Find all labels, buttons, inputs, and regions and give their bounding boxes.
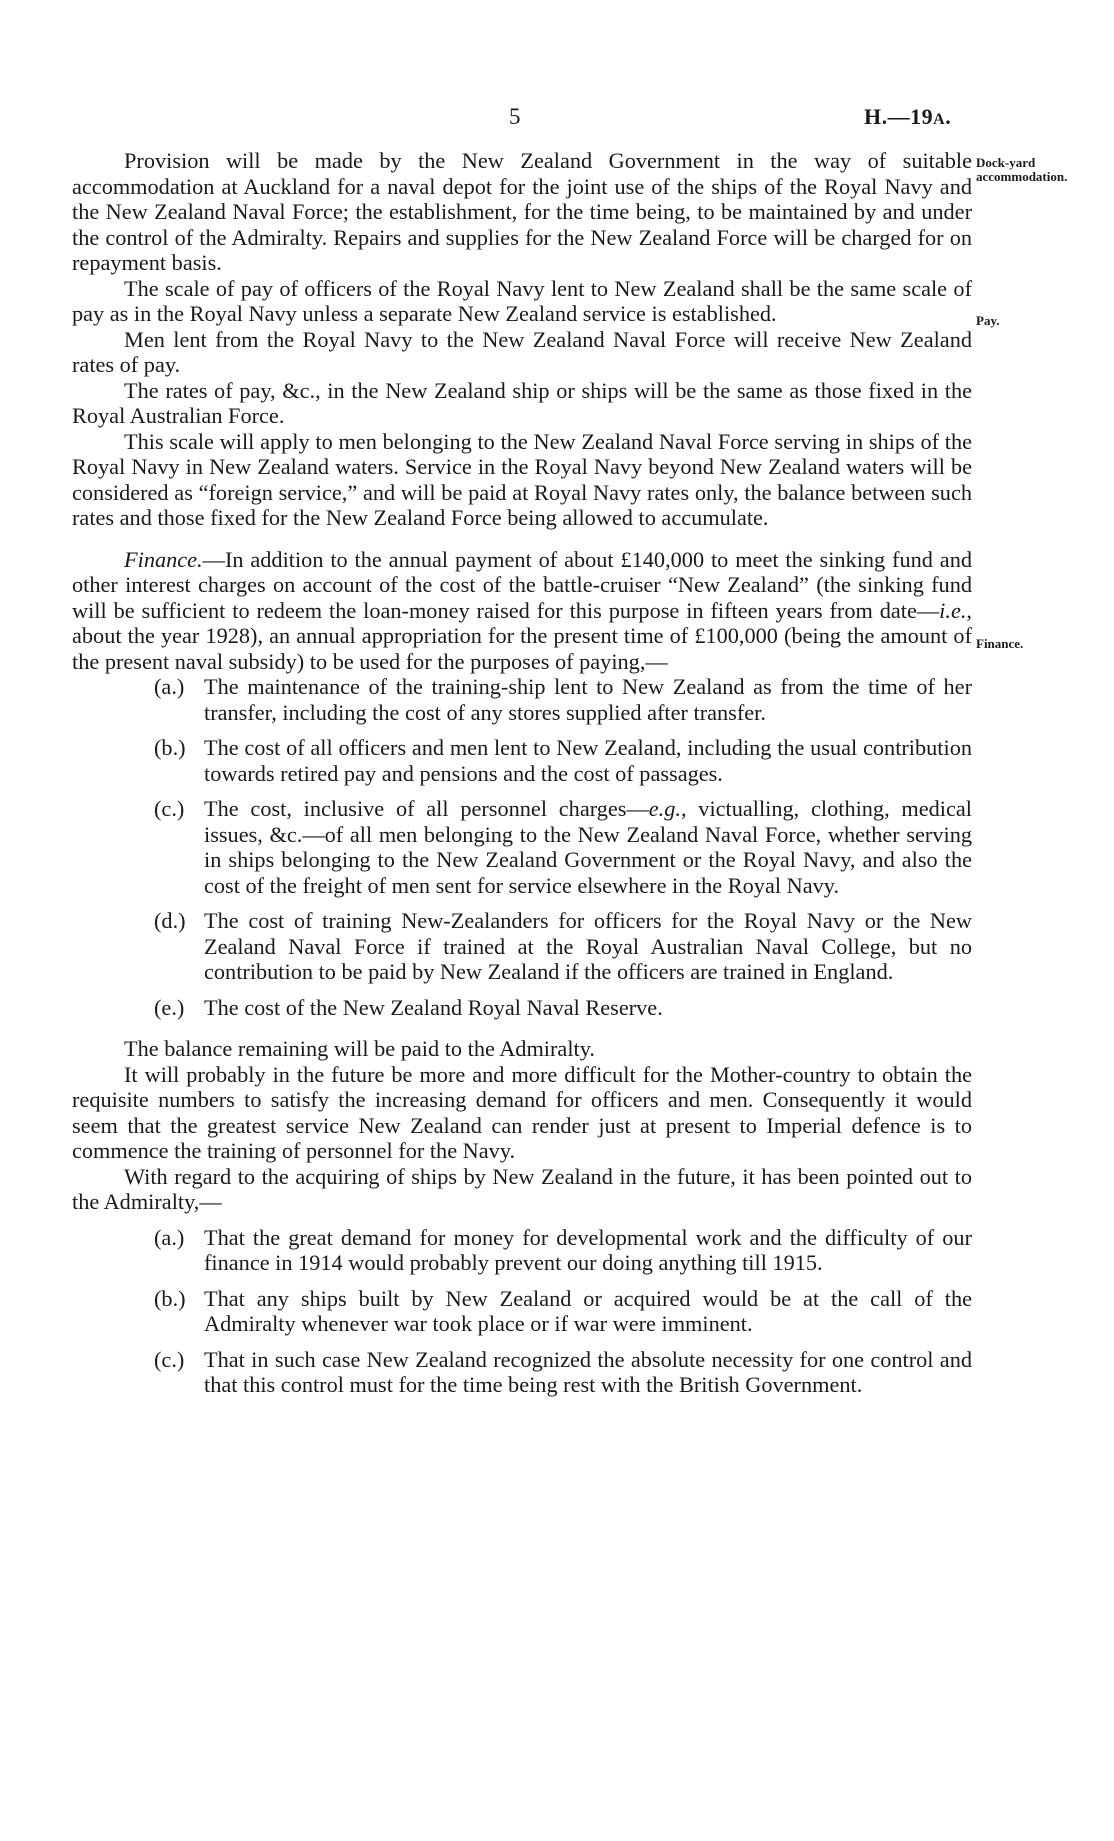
paragraph-balance: The balance remaining will be paid to the Admiralty. xyxy=(124,1036,595,1061)
admiralty-item-b xyxy=(72,1286,972,1337)
finance-item-c xyxy=(72,796,972,898)
item-label: (b.) xyxy=(154,735,186,760)
paragraph-regard: With regard to the acquiring of ships by New Zealand in the future, it has been pointed out to the Admiralty,— xyxy=(72,1163,972,1214)
item-text: The cost of all officers and men lent to New Zealand, including the usual contribution towards retired pay and pensions and the cost of passages. xyxy=(204,735,972,786)
doc-ref-end: . xyxy=(945,104,952,129)
finance-item-d xyxy=(72,908,972,985)
finance-item-a xyxy=(72,674,972,725)
margin-note-dockyard xyxy=(976,156,1067,184)
item-text: That the great demand for money for developmental work and the difficulty of our finance in 1914 would probably prevent our doing anything till 1915. xyxy=(204,1224,972,1275)
paragraph-pay-scale: The scale of pay of officers of the Royal Navy lent to New Zealand shall be the same scale of pay as in the Royal Navy unless a separate New Zealand service is established. xyxy=(72,275,972,326)
margin-note-dockyard-line1: Dock-yard xyxy=(976,155,1036,170)
item-label: (b.) xyxy=(154,1285,186,1311)
item-text: The maintenance of the training-ship lent to New Zealand as from the time of her transfer, including the cost of any stores supplied after transfer. xyxy=(204,674,972,725)
paragraph-rates: The rates of pay, &c., in the New Zealand ship or ships will be the same as those fixed in the Royal Australian Force. xyxy=(72,377,972,428)
doc-ref-main: H.—19 xyxy=(864,104,934,129)
admiralty-item-c xyxy=(72,1347,972,1398)
page-number: 5 xyxy=(509,104,521,129)
finance-tail: , about the year 1928), an annual appropriation for the present time of £100,000 (being the amount of the present naval subsidy) to be used for the purposes of paying,— xyxy=(72,597,972,674)
item-label: (a.) xyxy=(154,674,185,699)
finance-body: —In addition to the annual payment of about £140,000 to meet the sinking fund and other interest charges on account of the cost of the battle-cruiser “New Zealand” (the sinking fund will be sufficient to redeem the loan-money raised for this purpose in fifteen years from date— xyxy=(72,546,972,623)
paragraph-future: It will probably in the future be more and more difficult for the Mother-country to obtain the requisite numbers to satisfy the increasing demand for officers and men. Consequently it would seem that the greatest service New Zealand can render just at present to Imperial defence is to commence the training of personnel for the Navy. xyxy=(72,1061,972,1163)
item-label: (c.) xyxy=(154,1346,185,1372)
finance-item-b xyxy=(72,735,972,786)
item-label: (e.) xyxy=(154,994,185,1020)
finance-item-e xyxy=(72,995,972,1021)
margin-note-pay: Pay. xyxy=(976,313,1000,328)
item-text-post: , victualling, clothing, medical issues, &c.—of all men belonging to the New Zealand Naval Force, whether serving in ships belonging to the New Zealand Government or the Royal Navy, and also the cost of the freight of men sent for service elsewhere in the Royal Navy. xyxy=(204,796,972,898)
document-reference xyxy=(864,104,951,130)
margin-note-finance: Finance. xyxy=(976,636,1024,651)
paragraph-scale-apply: This scale will apply to men belonging to the New Zealand Naval Force serving in ships of the Royal Navy in New Zealand waters. Service in the Royal Navy beyond New Zealand waters will be considered as “foreign service,” and will be paid at Royal Navy rates only, the balance between such rates and those fixed for the New Zealand Force being allowed to accumulate. xyxy=(72,428,972,530)
item-text: That any ships built by New Zealand or acquired would be at the call of the Admiralty whenever war took place or if war were imminent. xyxy=(204,1285,972,1336)
paragraph-men-lent: Men lent from the Royal Navy to the New Zealand Naval Force will receive New Zealand rates of pay. xyxy=(72,326,972,377)
item-text: The cost of training New-Zealanders for officers for the Royal Navy or the New Zealand Naval Force if trained at the Royal Australian Naval College, but no contribution to be paid by New Zealand if the officers are trained in England. xyxy=(204,908,972,984)
finance-ie: i.e. xyxy=(939,597,967,623)
item-text-pre: The cost, inclusive of all personnel charges— xyxy=(204,796,649,821)
admiralty-item-a xyxy=(72,1225,972,1276)
paragraph-finance xyxy=(72,547,972,675)
item-label: (a.) xyxy=(154,1224,185,1250)
item-label: (d.) xyxy=(154,908,186,933)
paragraph-dockyard: Provision will be made by the New Zealand Government in the way of suitable accommodation at Auckland for a naval depot for the joint use of the ships of the Royal Navy and the New Zealand Naval Force; the establishment, for the time being, to be maintained by and under the control of the Admiralty. Repairs and supplies for the New Zealand Force will be charged for on repayment basis. xyxy=(72,148,972,275)
margin-note-dockyard-line2: accommodation. xyxy=(976,169,1068,184)
body-text xyxy=(72,148,972,1398)
item-label: (c.) xyxy=(154,796,185,821)
item-text: The cost of the New Zealand Royal Naval Reserve. xyxy=(204,994,663,1020)
item-text: That in such case New Zealand recognized the absolute necessity for one control and that this control must for the time being rest with the British Government. xyxy=(204,1346,972,1397)
finance-lead: Finance. xyxy=(124,546,203,572)
doc-ref-suffix: A xyxy=(933,111,946,128)
item-text-eg: e.g. xyxy=(648,796,681,821)
